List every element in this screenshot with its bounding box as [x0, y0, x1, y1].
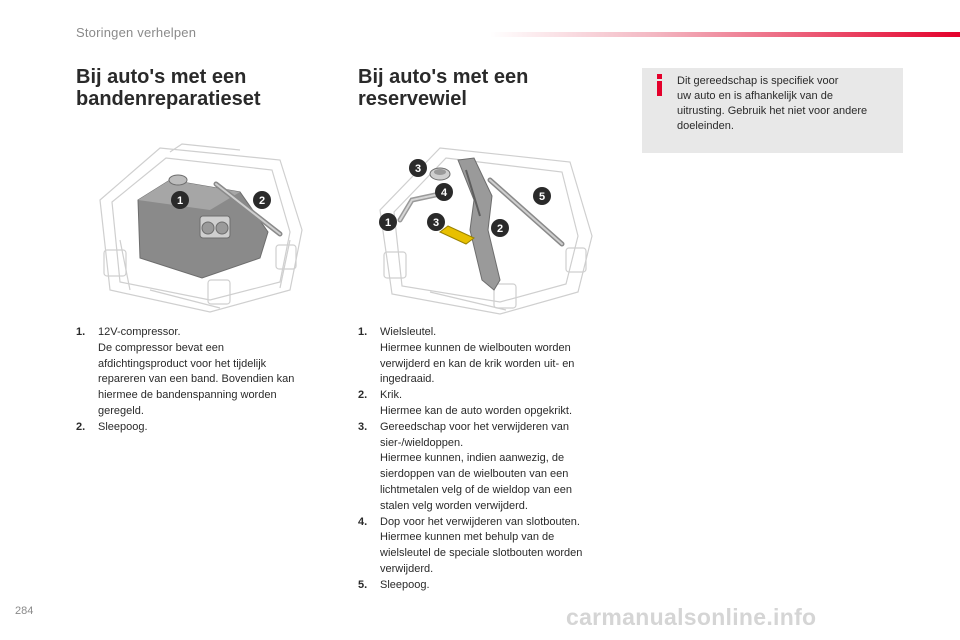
- list-item: [76, 420, 336, 436]
- item-number: 1.: [358, 326, 368, 338]
- item-text: Gereedschap voor het verwijderen van: [380, 420, 569, 433]
- callout-1: [171, 191, 189, 209]
- heading-line: Bij auto's met een: [358, 66, 529, 88]
- heading-spare-wheel: [358, 66, 528, 110]
- list-item: [358, 515, 628, 578]
- callout-3: [409, 159, 427, 177]
- item-text: afdichtingsproduct voor het tijdelijk: [98, 357, 267, 370]
- svg-text:1: 1: [384, 217, 392, 229]
- item-number: 1.: [76, 326, 86, 338]
- svg-text:4: 4: [440, 187, 448, 199]
- item-text: repareren van een band. Bovendien kan: [98, 373, 295, 386]
- item-text: ingedraaid.: [380, 373, 435, 386]
- item-text: verwijderd.: [380, 562, 434, 575]
- heading-repair-kit: [76, 66, 261, 110]
- spare-wheel-tools-illustration: [370, 140, 600, 320]
- repair-kit-list: [76, 325, 336, 436]
- item-text: De compressor bevat een: [98, 341, 224, 354]
- item-text: lichtmetalen velg of de wieldop van een: [380, 483, 573, 496]
- info-text: [677, 74, 897, 134]
- info-line: uw auto en is afhankelijk van de: [677, 90, 833, 102]
- info-icon: [653, 74, 666, 96]
- watermark-text: carmanualsonline.info: [566, 604, 817, 630]
- callout-2: [491, 219, 509, 237]
- item-text: Krik.: [380, 389, 402, 402]
- callout-5: [533, 187, 551, 205]
- page-number: 284: [15, 605, 34, 617]
- item-number: 5.: [358, 578, 368, 591]
- callout-3b: [427, 213, 445, 231]
- list-item: [358, 578, 628, 594]
- info-line: doeleinden.: [677, 120, 734, 132]
- header-accent-bar: [490, 32, 960, 37]
- section-title: Storingen verhelpen: [76, 25, 197, 40]
- heading-line: reservewiel: [358, 88, 467, 110]
- list-item: [358, 325, 628, 388]
- item-number: 4.: [358, 515, 368, 528]
- item-text: geregeld.: [98, 404, 144, 417]
- item-text: hiermee de bandenspanning worden: [98, 389, 277, 402]
- item-number: 2.: [358, 389, 368, 402]
- item-text: Hiermee kunnen met behulp van de: [380, 531, 555, 544]
- item-number: 3.: [358, 420, 368, 433]
- callout-1: [379, 213, 397, 231]
- info-line: uitrusting. Gebruik het niet voor andere: [677, 105, 868, 117]
- item-text: stalen velg worden verwijderd.: [380, 499, 528, 512]
- list-item: [358, 388, 628, 420]
- item-text: Hiermee kunnen, indien aanwezig, de: [380, 452, 565, 465]
- svg-text:2: 2: [496, 223, 504, 235]
- spare-wheel-list: [358, 325, 628, 594]
- svg-text:3: 3: [432, 217, 440, 229]
- item-text: Dop voor het verwijderen van slotbouten.: [380, 515, 580, 528]
- item-text: Hiermee kan de auto worden opgekrikt.: [380, 404, 572, 417]
- item-text: sierdoppen van de wielbouten van een: [380, 468, 569, 481]
- item-text: Hiermee kunnen de wielbouten worden: [380, 341, 571, 354]
- item-text: sier-/wieldoppen.: [380, 436, 464, 449]
- item-text: verwijderd en kan de krik worden uit- en: [380, 357, 575, 370]
- svg-text:3: 3: [414, 163, 422, 175]
- callout-2: [253, 191, 271, 209]
- heading-line: bandenreparatieset: [76, 88, 261, 110]
- list-item: [358, 420, 628, 515]
- svg-text:2: 2: [258, 195, 266, 207]
- repair-kit-illustration: [90, 140, 310, 320]
- svg-text:5: 5: [538, 191, 546, 203]
- item-number: 2.: [76, 420, 86, 433]
- item-text: Wielsleutel.: [380, 326, 437, 338]
- callout-4: [435, 183, 453, 201]
- info-line: Dit gereedschap is specifiek voor: [677, 75, 839, 87]
- item-text: Sleepoog.: [380, 578, 430, 591]
- item-text: 12V-compressor.: [98, 326, 181, 338]
- svg-text:1: 1: [176, 195, 184, 207]
- item-text: Sleepoog.: [98, 420, 148, 433]
- heading-line: Bij auto's met een: [76, 66, 247, 88]
- item-text: wielsleutel de speciale slotbouten worden: [380, 547, 583, 560]
- list-item: [76, 325, 336, 420]
